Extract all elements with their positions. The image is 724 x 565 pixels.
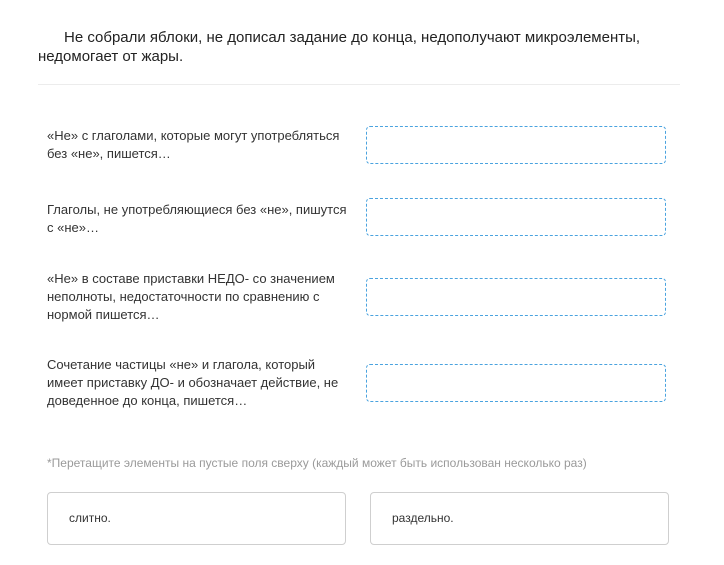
question-4-text: Сочетание частицы «не» и глагола, который имеет приставку ДО- и обозначает действие, не доведенное до конца, пишется…	[47, 357, 339, 408]
divider	[38, 84, 680, 85]
question-2-text: Глаголы, не употребляющиеся без «не», пишутся с «не»…	[47, 202, 347, 235]
drop-zone-4[interactable]	[366, 364, 666, 402]
drop-zone-3[interactable]	[366, 278, 666, 316]
question-3-text: «Не» в составе приставки НЕДО- со значением неполноты, недостаточности по сравнению с нормой пишется…	[47, 271, 335, 322]
drop-zone-1[interactable]	[366, 126, 666, 164]
drop-zone-2[interactable]	[366, 198, 666, 236]
question-1-text: «Не» с глаголами, которые могут употребляться без «не», пишется…	[47, 128, 340, 161]
drag-hint: *Перетащите элементы на пустые поля сверху (каждый может быть использован несколько раз)	[47, 456, 587, 470]
task-sentence: Не собрали яблоки, не дописал задание до конца, недополучают микроэлементы, недомогает от жары.	[38, 29, 641, 65]
option-chip-slitno[interactable]: слитно.	[47, 492, 346, 545]
option-chip-razdelno[interactable]: раздельно.	[370, 492, 669, 545]
